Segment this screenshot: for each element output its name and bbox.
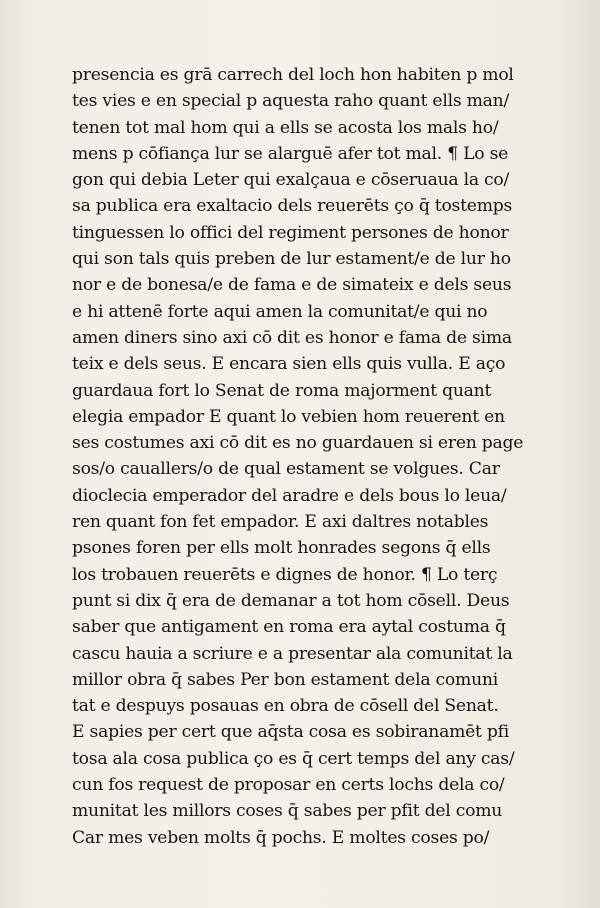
text-line: millor obra q̄ sabes Per bon estament dela comuni [72,669,498,690]
text-line: gon qui debia Leter qui exalçaua e cōseruaua la co/ [72,170,510,191]
text-line: teix e dels seus. E encara sien ells quis vulla. E aço [72,354,506,375]
text-line: ren quant fon fet empador. E axi daltres notables [72,512,489,533]
text-line: ses costumes axi cō dit es no guardauen si eren page [72,433,524,454]
text-line: los trobauen reuerēts e dignes de honor. ¶ Lo terç [72,564,498,585]
text-line: punt si dix q̄ era de demanar a tot hom cōsell. Deus [72,590,510,611]
text-line: qui son tals quis preben de lur estament/e de lur ho [72,249,511,270]
text-line: diocleciа emperador del aradre e dels bous lo leua/ [72,485,507,506]
text-line: tes vies e en special p aquesta raho quant ells man/ [72,91,510,112]
text-line: cun fos request de proposar en certs lochs dela co/ [72,775,505,796]
text-line: guardaua fort lo Senat de roma majorment quant [72,380,492,401]
text-line: psones foren per ells molt honrades segons q̄ ells [72,538,491,559]
text-line: sa publica era exaltacio dels reuerēts ço q̄ tostemps [72,196,513,217]
text-line: tinguessen lo offici del regiment persones de honor [72,222,509,243]
text-line: E sapies per cert que aq̄sta cosa es sobiranamēt pfi [72,722,510,743]
text-line: e hi attenē forte aqui amen la comunitat/e qui no [72,301,488,322]
text-line: mens p cōfiança lur se alarguē afer tot mal. ¶ Lo se [72,143,509,164]
text-line: tosa ala cosa publica ço es q̄ cert temps del any cas/ [72,748,515,769]
text-line: tat e despuys posauas en obra de cōsell del Senat. [72,696,499,717]
text-line: sos/o cauallers/o de qual estament se volgues. Car [72,459,500,480]
text-line: tenen tot mal hom qui a ells se acosta los mals ho/ [72,117,499,138]
text-line: saber que antigament en roma era aytal costuma q̄ [72,617,506,638]
text-line: munitat les millors coses q̄ sabes per pfit del comu [72,801,503,822]
text-column [72,62,572,851]
text-line: amen diners sino axi cō dit es honor e fama de sima [72,327,512,348]
text-line: cascu hauia a scriure e a presentar ala comunitat la [72,643,513,664]
text-line: presencia es grā carrech del loch hon habiten p mol [72,65,514,85]
text-line: elegia empador E quant lo vebien hom reuerent en [72,406,505,427]
text-line: nor e de bonesa/e de fama e de simateix e dels seus [72,275,512,296]
text-line: Car mes veben molts q̄ pochs. E moltes coses po/ [72,827,490,848]
